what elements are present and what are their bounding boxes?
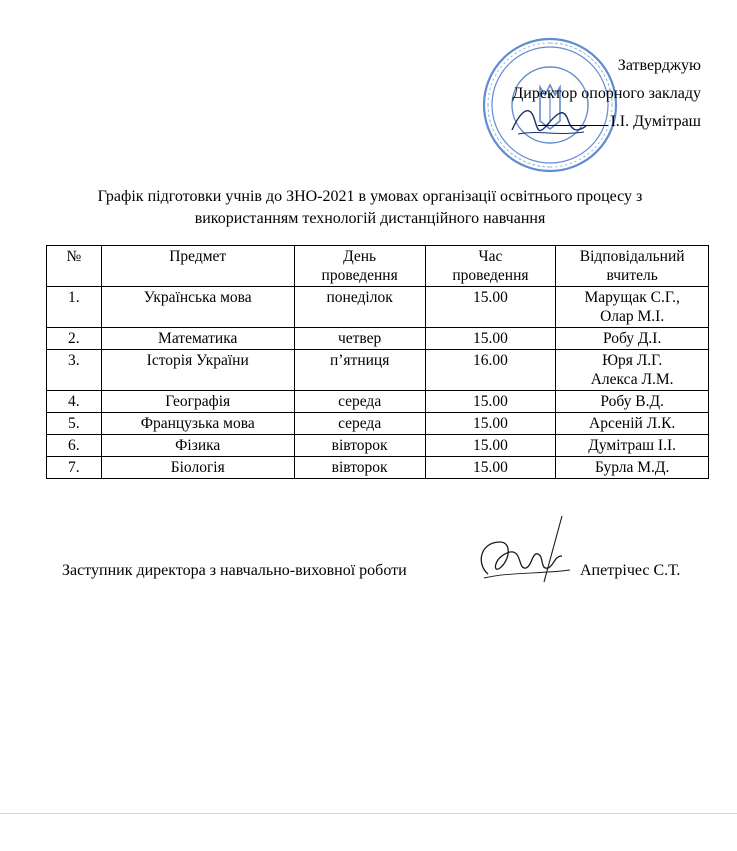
deputy-role: Заступник директора з навчально-виховної роботи (62, 562, 407, 579)
cell-day: середа (294, 391, 425, 413)
teacher-name: Думітраш І.І. (588, 437, 677, 454)
cell-day: вівторок (294, 435, 425, 457)
table-row (47, 457, 709, 479)
cell-time: 15.00 (425, 328, 556, 350)
cell-subject: Історія України (101, 350, 294, 391)
title-line-2: використанням технологій дистанційного навчання (194, 210, 546, 227)
page-bottom-divider (0, 813, 737, 814)
deputy-name: Апетрічес С.Т. (580, 562, 681, 579)
cell-number: 7. (47, 457, 102, 479)
teacher-name: Алекса Л.М. (590, 371, 674, 388)
cell-day: середа (294, 413, 425, 435)
cell-subject: Фізика (101, 435, 294, 457)
cell-teacher (556, 287, 709, 328)
table-row (47, 435, 709, 457)
cell-subject: Українська мова (101, 287, 294, 328)
table-row (47, 328, 709, 350)
cell-number: 1. (47, 287, 102, 328)
header-teacher-label-2: вчитель (606, 267, 658, 284)
teacher-name: Робу В.Д. (600, 393, 664, 410)
cell-subject: Математика (101, 328, 294, 350)
cell-time: 16.00 (425, 350, 556, 391)
deputy-signature-icon (470, 512, 580, 592)
schedule-table (46, 245, 709, 479)
cell-subject: Біологія (101, 457, 294, 479)
cell-number: 2. (47, 328, 102, 350)
header-teacher-label-1: Відповідальний (579, 248, 685, 265)
cell-teacher (556, 350, 709, 391)
header-time (425, 246, 556, 287)
table-row (47, 287, 709, 328)
cell-time: 15.00 (425, 287, 556, 328)
header-day (294, 246, 425, 287)
cell-number: 6. (47, 435, 102, 457)
table-row (47, 350, 709, 391)
header-teacher (556, 246, 709, 287)
cell-day: п’ятниця (294, 350, 425, 391)
cell-teacher (556, 435, 709, 457)
teacher-name: Бурла М.Д. (594, 459, 670, 476)
approval-block (512, 52, 701, 136)
header-number-label: № (66, 248, 82, 265)
header-subject (101, 246, 294, 287)
header-day-label-1: День (343, 248, 377, 265)
cell-number: 3. (47, 350, 102, 391)
cell-day: вівторок (294, 457, 425, 479)
header-time-label-1: Час (478, 248, 503, 265)
cell-subject: Географія (101, 391, 294, 413)
teacher-name: Марущак С.Г., (584, 289, 680, 306)
cell-time: 15.00 (425, 457, 556, 479)
approval-signatory (512, 108, 701, 136)
teacher-name: Олар М.І. (600, 308, 665, 325)
approval-position: Директор опорного закладу (512, 85, 701, 102)
header-time-label-2: проведення (452, 267, 529, 284)
cell-number: 4. (47, 391, 102, 413)
title-line-1: Графік підготовки учнів до ЗНО-2021 в умовах організації освітнього процесу з (97, 188, 643, 205)
cell-teacher (556, 457, 709, 479)
table-row (47, 413, 709, 435)
teacher-name: Робу Д.І. (602, 330, 662, 347)
approval-heading: Затверджую (617, 57, 701, 74)
header-day-label-2: проведення (321, 267, 398, 284)
cell-number: 5. (47, 413, 102, 435)
document-title (40, 186, 700, 230)
cell-day: четвер (294, 328, 425, 350)
header-subject-label: Предмет (169, 248, 227, 265)
signature-line (538, 125, 608, 126)
header-number (47, 246, 102, 287)
cell-time: 15.00 (425, 391, 556, 413)
cell-teacher (556, 328, 709, 350)
cell-time: 15.00 (425, 435, 556, 457)
table-row (47, 391, 709, 413)
cell-subject: Французька мова (101, 413, 294, 435)
cell-day: понеділок (294, 287, 425, 328)
teacher-name: Арсеній Л.К. (589, 415, 676, 432)
cell-teacher (556, 391, 709, 413)
cell-teacher (556, 413, 709, 435)
teacher-name: Юря Л.Г. (602, 352, 663, 369)
approval-signatory-name: І.І. Думітраш (610, 113, 701, 130)
cell-time: 15.00 (425, 413, 556, 435)
table-header-row (47, 246, 709, 287)
